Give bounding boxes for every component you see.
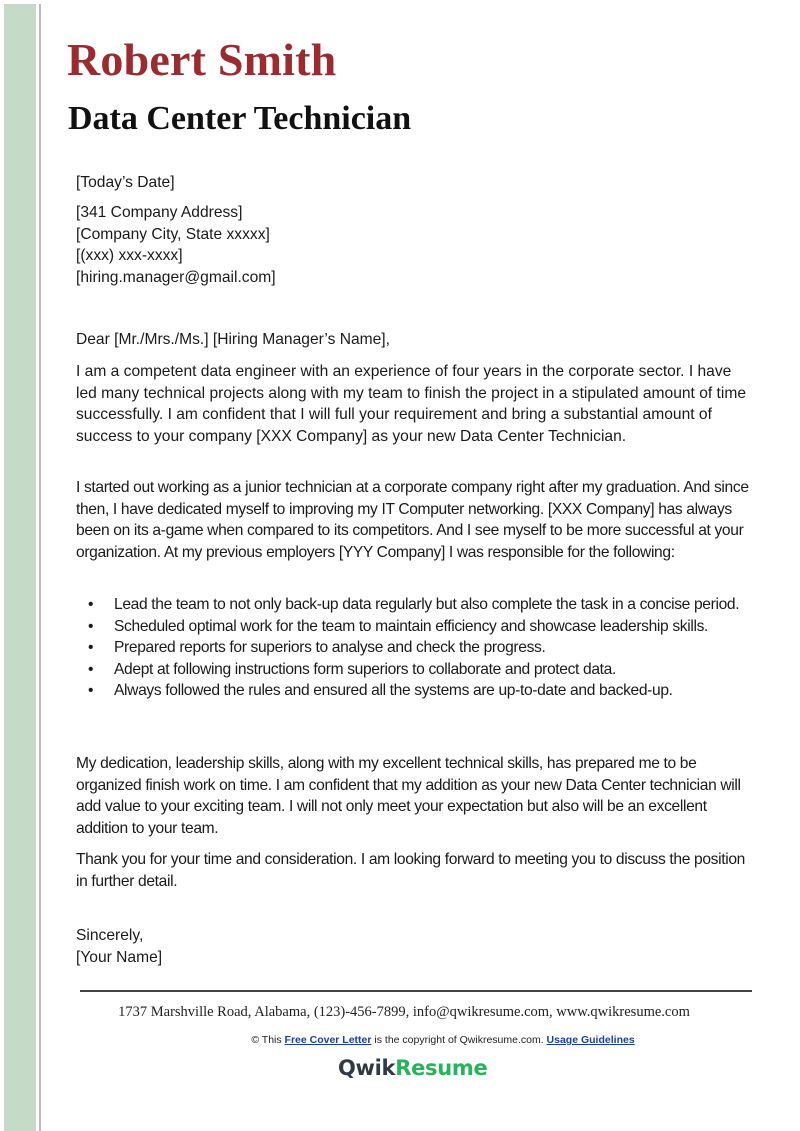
free-cover-letter-link[interactable]: Free Cover Letter: [284, 1034, 372, 1046]
job-title: Data Center Technician: [68, 100, 412, 137]
qwikresume-logo[interactable]: [338, 1056, 487, 1080]
paragraph-thanks: [76, 849, 756, 892]
sign-off: [76, 925, 766, 968]
applicant-name: Robert Smith: [67, 34, 337, 85]
bullet-icon: •: [88, 660, 94, 678]
paragraph-text: My dedication, leadership skills, along with my excellent technical skills, has prepared me to be organized finish work on time. I am confident that my addition as your new Data Center technician will add value to your exciting team. I will not only meet your expectation but also will be an excellent addition to your team.: [76, 755, 741, 837]
footer-contact: 1737 Marshville Road, Alabama, (123)-456-7899, info@qwikresume.com, www.qwikresume.com: [118, 1004, 690, 1020]
list-item-text: Scheduled optimal work for the team to maintain efficiency and showcase leadership skills.: [114, 617, 709, 635]
list-item: [76, 594, 766, 616]
date: [Today’s Date]: [76, 174, 175, 191]
salutation: [76, 329, 766, 351]
footer-divider: [80, 990, 752, 992]
paragraph-dedication: [76, 753, 756, 839]
address-line: [341 Company Address]: [76, 204, 243, 221]
paragraph-text: Thank you for your time and consideration. I am looking forward to meeting you to discuss the position in further detail.: [76, 851, 745, 890]
paragraph-intro: [76, 361, 752, 447]
paragraph-experience: [76, 477, 766, 563]
list-item-text: Adept at following instructions form superiors to collaborate and protect data.: [114, 660, 616, 678]
logo-part-resume: Resume: [395, 1056, 488, 1080]
list-item-text: Prepared reports for superiors to analyse and check the progress.: [114, 639, 546, 656]
list-item-text: Always followed the rules and ensured all the systems are up-to-date and backed-up.: [114, 682, 673, 699]
sidebar-accent-band: [4, 4, 36, 1131]
closing: Sincerely,: [76, 927, 144, 944]
address-line: [Company City, State xxxxx]: [76, 225, 270, 243]
bullet-icon: •: [88, 639, 94, 656]
signature: [Your Name]: [76, 948, 163, 966]
copyright-middle: is the copyright of Qwikresume.com.: [371, 1034, 547, 1046]
recipient-address: [76, 202, 766, 288]
bullet-icon: •: [88, 682, 94, 699]
copyright-prefix: © This: [251, 1034, 285, 1046]
list-item: [76, 659, 766, 681]
paragraph-text: I started out working as a junior technician at a corporate company right after my graduation. And since then, I have dedicated myself to improving my IT Computer networking. [XXX Company] has always been on its a-game when compared to its competitors. And I see myself to be more successful at your organization. At my previous employers [YYY Company] I was responsible for the following:: [76, 479, 749, 561]
list-item-text: Lead the team to not only back-up data regularly but also complete the task in a concise period.: [114, 596, 740, 613]
sidebar-divider: [39, 4, 41, 1131]
salutation-text: Dear [Mr./Mrs./Ms.] [Hiring Manager’s Name],: [76, 331, 390, 348]
bullet-icon: •: [88, 596, 94, 613]
usage-guidelines-link[interactable]: Usage Guidelines: [546, 1034, 635, 1046]
logo-part-qwik: Qwik: [338, 1056, 396, 1080]
date-line: [76, 172, 766, 194]
address-line: [hiring.manager@gmail.com]: [76, 268, 276, 286]
list-item: [76, 637, 766, 659]
address-line: [(xxx) xxx-xxxx]: [76, 247, 183, 264]
list-item: [76, 680, 766, 702]
list-item: [76, 616, 766, 638]
responsibilities-list: [76, 594, 766, 702]
copyright-notice: [0, 1034, 800, 1046]
bullet-icon: •: [88, 617, 94, 635]
paragraph-text: I am a competent data engineer with an experience of four years in the corporate sector. I have led many technical projects along with my team to finish the project in a stipulated amount of time successfully. I am confident that I will full your requirement and bring a substantial amount of success to your company [XXX Company] as your new Data Center Technician.: [76, 363, 747, 445]
